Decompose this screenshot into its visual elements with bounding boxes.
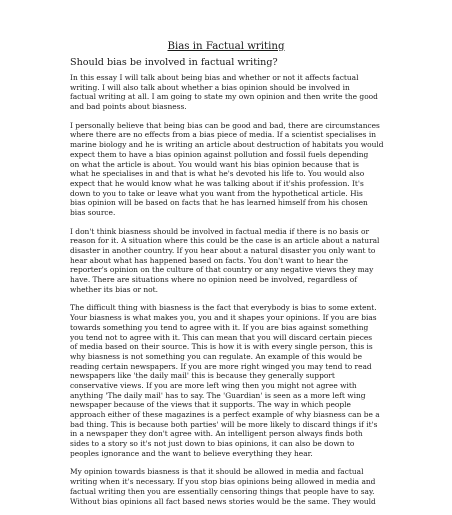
paragraph-line: you tend not to agree with it. This can mean that you will discard certain pieces bbox=[70, 332, 373, 342]
essay-paragraph bbox=[70, 73, 390, 112]
paragraph-line: bias source. bbox=[70, 207, 116, 217]
paragraph-line: why biasness is not something you can regulate. An example of this would be bbox=[70, 351, 363, 361]
essay-paragraph bbox=[70, 303, 390, 458]
document-title: Bias in Factual writing bbox=[167, 41, 285, 52]
paragraph-line: newspaper because of the views that it supports. The way in which people bbox=[70, 400, 351, 410]
paragraph-line: reporter's opinion on the culture of that country or any negative views they may bbox=[70, 265, 374, 275]
paragraph-line: sides to a story so it's not just down to bias opinions, it can also be down to bbox=[70, 439, 355, 449]
paragraph-line: on what the article is about. You would want his bias opinion because that is bbox=[70, 159, 359, 169]
paragraph-line: bad thing. This is because both parties' will be more likely to discard things if it's bbox=[70, 419, 378, 429]
paragraph-line: Your biasness is what makes you, you and it shapes your opinions. If you are bias bbox=[70, 313, 377, 323]
document-subtitle: Should bias be involved in factual writing? bbox=[70, 57, 278, 68]
paragraph-line: down to you to take or leave what you want from the hypothetical article. His bbox=[70, 188, 363, 198]
paragraph-line: reading certain newspapers. If you are more right winged you may tend to read bbox=[70, 361, 372, 371]
paragraph-line: The difficult thing with biasness is the fact that everybody is bias to some extent. bbox=[70, 303, 377, 313]
paragraph-line: towards something you tend to agree with it. If you are bias against something bbox=[70, 322, 369, 332]
paragraph-line: where there are no effects from a bias piece of media. If a scientist specialises in bbox=[70, 130, 376, 140]
paragraph-line: disaster in another country. If you hear about a natural disaster you only want to bbox=[70, 246, 376, 255]
paragraph-line: factual writing at all. I am going to state my own opinion and then write the good bbox=[70, 92, 378, 102]
paragraph-line: writing. I will also talk about whether a bias opinion should be involved in bbox=[70, 82, 350, 92]
paragraph-line: conservative views. If you are more left wing then you might not agree with bbox=[70, 380, 357, 390]
paragraph-line: Without bias opinions all fact based news stories would be the same. They would bbox=[70, 496, 376, 506]
paragraph-line: reason for it. A situation where this could be the case is an article about a natural bbox=[70, 236, 380, 246]
essay-body bbox=[70, 73, 390, 515]
paragraph-line: writing when it's necessary. If you stop bias opinions being allowed in media and bbox=[70, 477, 376, 487]
paragraph-line: whether its bias or not. bbox=[70, 284, 158, 294]
paragraph-line: expect that he would know what he was talking about if it'shis profession. It's bbox=[70, 178, 364, 188]
paragraph-line: In this essay I will talk about being bias and whether or not it affects factual bbox=[70, 73, 359, 82]
paragraph-line: My opinion towards biasness is that it should be allowed in media and factual bbox=[70, 467, 364, 477]
paragraph-line: approach either of these magazines is a perfect example of why biasness can be a bbox=[70, 410, 380, 419]
paragraph-line: anything 'The daily mail' has to say. The 'Guardian' is seen as a more left wing bbox=[70, 390, 366, 400]
paragraph-line: peoples ignorance and the want to believe everything they hear. bbox=[70, 448, 313, 458]
paragraph-line: bias opinion will be based on facts that he has learned himself from his chosen bbox=[70, 198, 368, 208]
paragraph-line: of media based on their source. This is how it is with every single person, this is bbox=[70, 342, 373, 352]
paragraph-line: I personally believe that being bias can be good and bad, there are circumstances bbox=[70, 120, 380, 130]
paragraph-line: newspapers like 'the daily mail' this is because they generally support bbox=[70, 371, 335, 381]
paragraph-line: in a newspaper they don't agree with. An intelligent person always finds both bbox=[70, 429, 363, 439]
paragraph-line: have. There are situations where no opinion need be involved, regardless of bbox=[70, 275, 357, 285]
paragraph-line: factual writing then you are essentially censoring things that people have to say. bbox=[70, 486, 375, 496]
paragraph-line: what he specialises in and that is what he's devoted his life to. You would also bbox=[70, 169, 365, 179]
paragraph-line: and bad points about biasness. bbox=[70, 102, 187, 112]
paragraph-line: hear about what has happened based on facts. You don't want to hear the bbox=[70, 255, 349, 265]
paragraph-line: marine biology and he is writing an article about destruction of habitats you would bbox=[70, 140, 384, 150]
essay-paragraph bbox=[70, 121, 390, 218]
paragraph-line: I don't think biasness should be involved in factual media if there is no basis or bbox=[70, 226, 370, 236]
essay-paragraph bbox=[70, 467, 390, 506]
paragraph-line: expect them to have a bias opinion against pollution and fossil fuels depending bbox=[70, 149, 369, 159]
essay-paragraph bbox=[70, 227, 390, 295]
